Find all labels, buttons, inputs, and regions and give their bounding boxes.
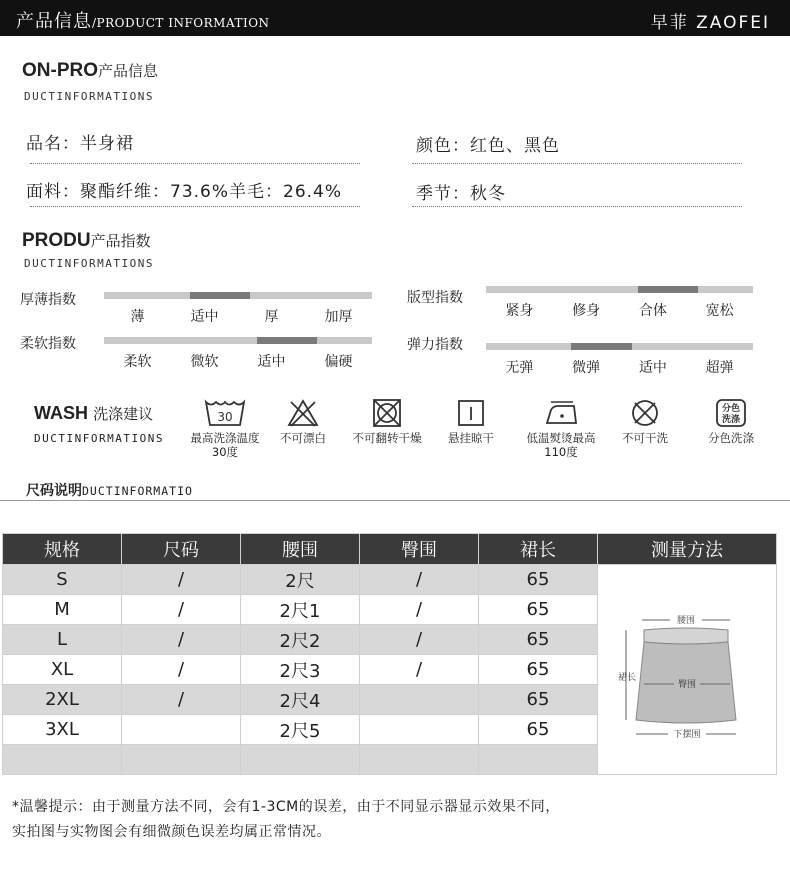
skirt-measurement-diagram	[612, 592, 762, 742]
scale-option: 薄	[130, 309, 145, 325]
scale-option: 适中	[638, 360, 667, 376]
table-cell	[122, 715, 241, 745]
table-cell	[360, 685, 479, 715]
scale-option: 紧身	[505, 303, 534, 319]
scale-option: 厚	[264, 309, 279, 325]
table-cell: 2尺3	[241, 655, 360, 685]
footer-note-line1: *温馨提示：由于测量方法不同，会有1-3CM的误差，由于不同显示器显示效果不同，	[12, 799, 560, 815]
info-heading-cn: 产品信息	[98, 62, 159, 80]
wash-30-icon	[203, 398, 247, 428]
size-table-header	[3, 534, 777, 565]
product-fabric: 面料：聚酯纤维：73.6%羊毛：26.4%	[26, 182, 343, 202]
table-cell: /	[360, 655, 479, 685]
index-section-subtitle: DUCTINFORMATIONS	[24, 257, 154, 270]
scale-label-thickness: 厚薄指数	[20, 292, 76, 308]
scale-label-elasticity: 弹力指数	[407, 337, 463, 353]
divider	[412, 206, 742, 207]
table-cell	[241, 745, 360, 775]
scale-option: 偏硬	[324, 354, 353, 370]
table-cell	[122, 745, 241, 775]
scale-option: 适中	[190, 309, 219, 325]
index-section-heading	[22, 230, 151, 252]
table-cell: 65	[479, 715, 598, 745]
size-section-heading	[26, 480, 193, 500]
scale-option: 加厚	[324, 309, 353, 325]
divider	[412, 163, 742, 164]
column-header: 腰围	[241, 534, 360, 565]
table-cell	[360, 745, 479, 775]
size-heading-cn: 尺码说明	[26, 483, 82, 499]
wash-section-subtitle: DUCTINFORMATIONS	[34, 432, 164, 445]
scale-softness	[104, 337, 372, 370]
product-season: 季节：秋冬	[416, 184, 506, 204]
wash-30-icon-item	[190, 398, 260, 459]
table-row	[3, 565, 777, 595]
index-heading-en: PRODU	[22, 230, 91, 251]
table-cell: 65	[479, 625, 598, 655]
table-cell: 2XL	[3, 685, 122, 715]
no-dry-clean-icon	[629, 398, 661, 428]
table-cell: /	[122, 625, 241, 655]
no-tumble-dry-icon-item	[352, 398, 422, 445]
diagram-label-length: 裙长	[618, 673, 637, 683]
table-cell: M	[3, 595, 122, 625]
diagram-label-waist: 腰围	[676, 616, 696, 626]
table-cell	[3, 745, 122, 775]
divider	[30, 206, 360, 207]
no-dry-clean-icon-item	[610, 398, 680, 445]
wash-heading-cn: 洗涤建议	[93, 405, 154, 423]
scale-option: 宽松	[705, 303, 734, 319]
product-name: 品名：半身裙	[26, 134, 134, 154]
table-cell: 2尺1	[241, 595, 360, 625]
scale-indicator	[571, 343, 631, 350]
no-bleach-icon	[286, 398, 320, 428]
info-heading-en: ON-PRO	[22, 60, 98, 81]
care-label: 低温熨烫最高110度	[526, 431, 596, 459]
wash-heading-en: WASH	[34, 403, 88, 423]
table-cell: /	[360, 595, 479, 625]
table-cell: 2尺2	[241, 625, 360, 655]
separate-wash-glyph-bottom: 洗涤	[721, 415, 741, 425]
scale-track	[486, 286, 753, 293]
iron-low-icon	[541, 398, 581, 428]
scale-thickness	[104, 292, 372, 325]
hang-dry-icon-item	[436, 398, 506, 445]
scale-indicator	[638, 286, 698, 293]
wash-temp-glyph: 30	[217, 410, 233, 424]
scale-elasticity	[486, 343, 753, 376]
no-tumble-dry-icon	[371, 398, 403, 428]
table-cell: 65	[479, 595, 598, 625]
column-header: 尺码	[122, 534, 241, 565]
scale-indicator	[257, 337, 317, 344]
header-bar	[0, 0, 790, 36]
table-cell: /	[360, 625, 479, 655]
hang-dry-icon	[456, 398, 486, 428]
info-section-subtitle: DUCTINFORMATIONS	[24, 90, 154, 103]
header-title-en: /PRODUCT INFORMATION	[92, 16, 270, 30]
divider	[30, 163, 360, 164]
table-cell: 2尺	[241, 565, 360, 595]
wash-section-heading	[34, 403, 153, 424]
table-cell: /	[122, 685, 241, 715]
scale-track	[104, 337, 372, 344]
separate-wash-icon	[715, 398, 747, 428]
scale-option: 微弹	[572, 360, 601, 376]
index-heading-cn: 产品指数	[90, 232, 151, 250]
column-header: 臀围	[360, 534, 479, 565]
table-cell: 2尺4	[241, 685, 360, 715]
scale-indicator	[190, 292, 250, 299]
section-divider	[0, 500, 790, 501]
table-cell: 2尺5	[241, 715, 360, 745]
scale-option: 微软	[190, 354, 219, 370]
size-table	[2, 533, 777, 775]
scale-label-fit: 版型指数	[407, 290, 463, 306]
care-label: 不可翻转干燥	[352, 431, 422, 445]
care-label: 分色洗涤	[708, 431, 754, 445]
table-cell: S	[3, 565, 122, 595]
table-cell: L	[3, 625, 122, 655]
no-bleach-icon-item	[268, 398, 338, 445]
table-cell	[479, 745, 598, 775]
size-heading-en: DUCTINFORMATIO	[82, 484, 193, 498]
table-cell: 65	[479, 685, 598, 715]
scale-option: 修身	[572, 303, 601, 319]
separate-wash-glyph-top: 分色	[721, 404, 741, 414]
scale-option: 超弹	[705, 360, 734, 376]
scale-option: 合体	[638, 303, 667, 319]
care-label: 最高洗涤温度30度	[190, 431, 260, 459]
table-cell: /	[122, 595, 241, 625]
scale-option: 无弹	[505, 360, 534, 376]
scale-fit	[486, 286, 753, 319]
table-cell: 3XL	[3, 715, 122, 745]
scale-option: 柔软	[123, 354, 152, 370]
header-title	[16, 7, 270, 33]
diagram-label-hem: 下摆围	[673, 730, 701, 740]
product-color: 颜色：红色、黑色	[416, 136, 560, 156]
column-header: 规格	[3, 534, 122, 565]
table-cell: /	[122, 655, 241, 685]
care-label: 悬挂晾干	[448, 431, 494, 445]
header-title-cn: 产品信息	[16, 11, 92, 32]
measurement-diagram-cell	[598, 565, 777, 775]
table-cell	[360, 715, 479, 745]
table-cell: 65	[479, 565, 598, 595]
scale-label-softness: 柔软指数	[20, 336, 76, 352]
scale-option: 适中	[257, 354, 286, 370]
table-cell: 65	[479, 655, 598, 685]
brand-name: 早菲 ZAOFEI	[650, 13, 770, 33]
table-cell: /	[360, 565, 479, 595]
diagram-label-hip: 臀围	[677, 680, 697, 690]
iron-low-icon-item	[526, 398, 596, 459]
info-section-heading	[22, 60, 158, 82]
care-label: 不可漂白	[280, 431, 326, 445]
column-header: 裙长	[479, 534, 598, 565]
table-cell: /	[122, 565, 241, 595]
table-cell: XL	[3, 655, 122, 685]
care-label: 不可干洗	[622, 431, 668, 445]
footer-note-line2: 实拍图与实物图会有细微颜色误差均属正常情况。	[12, 824, 331, 840]
column-header: 测量方法	[598, 534, 777, 565]
separate-wash-icon-item	[696, 398, 766, 445]
